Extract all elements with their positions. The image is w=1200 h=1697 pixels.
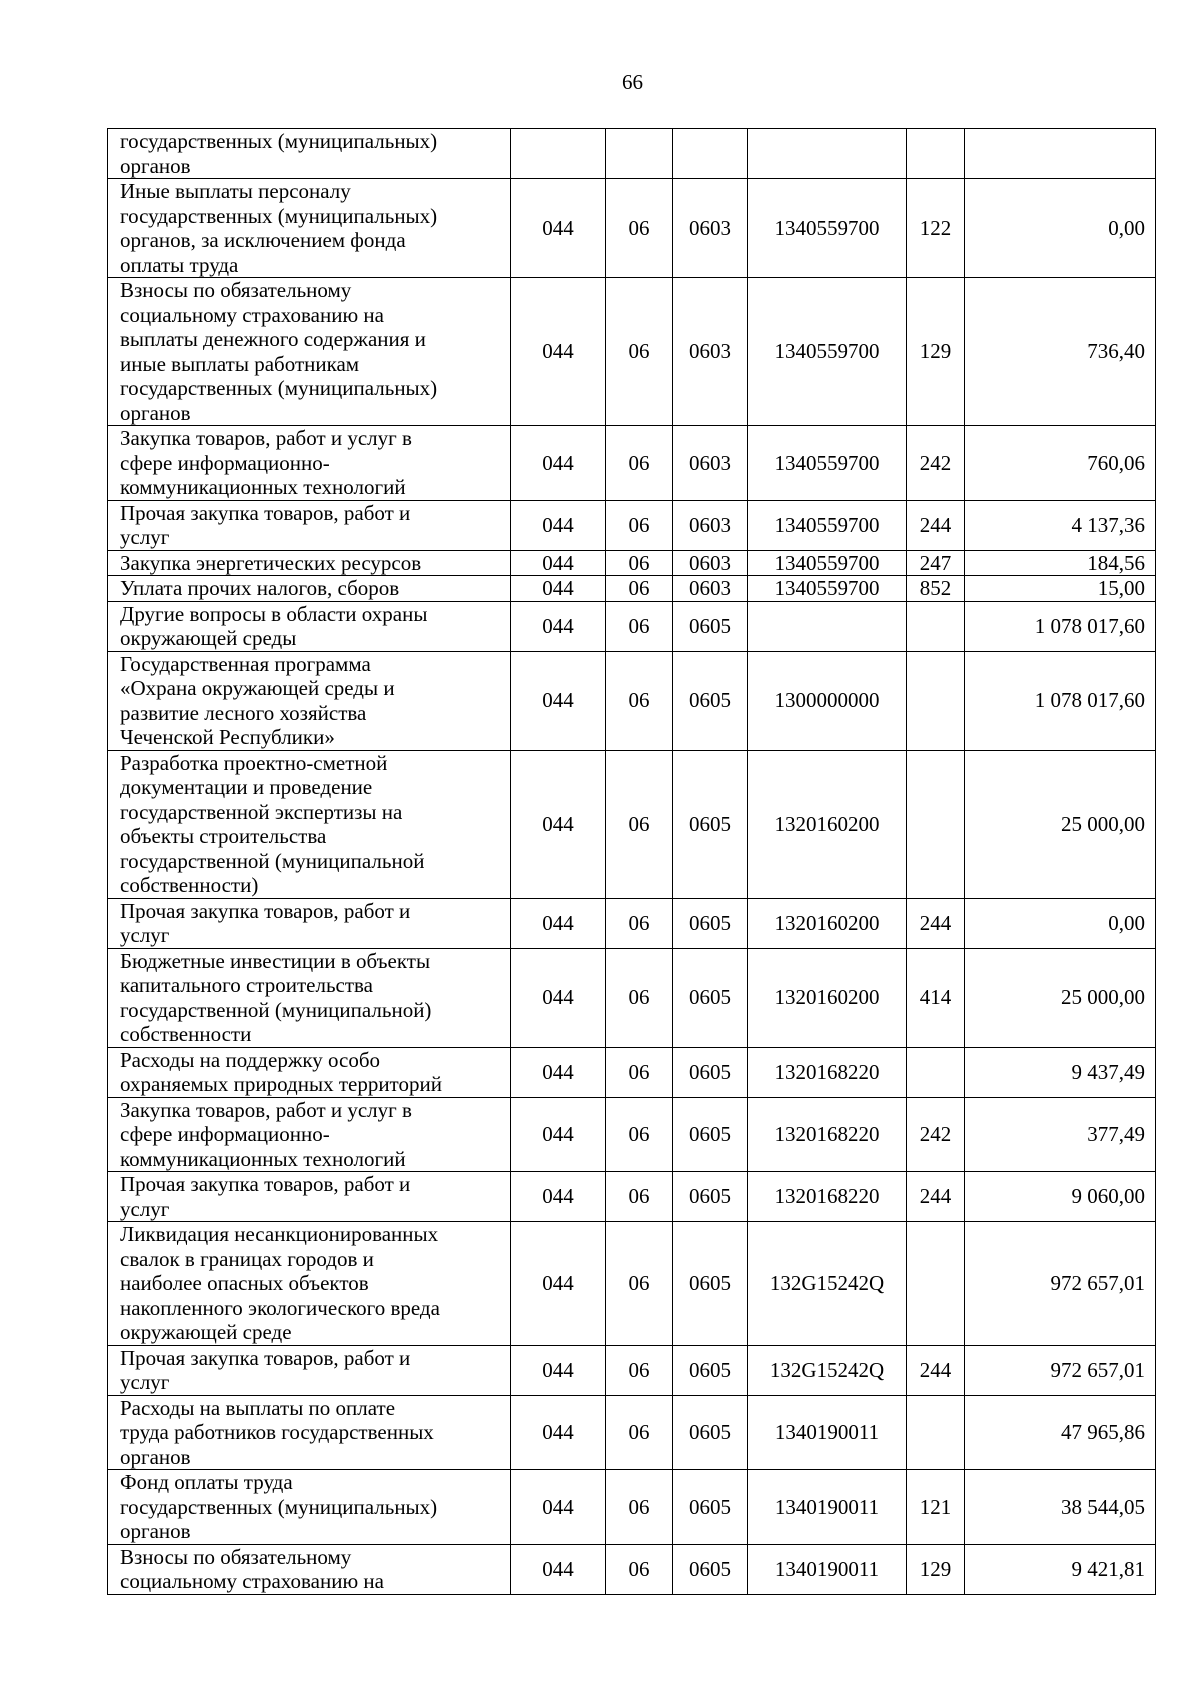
subsection-code-cell: 0605 xyxy=(673,1172,748,1222)
target-article-cell: 1340190011 xyxy=(748,1470,907,1545)
table-row xyxy=(108,500,1156,550)
ministry-code-cell xyxy=(511,129,606,179)
expense-type-cell xyxy=(907,651,965,750)
expense-name-cell: Прочая закупка товаров, работ и услуг xyxy=(108,500,511,550)
ministry-code-cell: 044 xyxy=(511,1345,606,1395)
ministry-code-cell: 044 xyxy=(511,179,606,278)
table-row xyxy=(108,129,1156,179)
ministry-code-cell: 044 xyxy=(511,500,606,550)
ministry-code-cell: 044 xyxy=(511,1395,606,1470)
expense-type-cell xyxy=(907,129,965,179)
ministry-code-cell: 044 xyxy=(511,1222,606,1346)
subsection-code-cell: 0605 xyxy=(673,1345,748,1395)
subsection-code-cell: 0605 xyxy=(673,651,748,750)
table-row xyxy=(108,1097,1156,1172)
subsection-code-cell: 0605 xyxy=(673,1047,748,1097)
table-row xyxy=(108,601,1156,651)
target-article-cell: 1340559700 xyxy=(748,576,907,602)
ministry-code-cell: 044 xyxy=(511,576,606,602)
table-row xyxy=(108,278,1156,426)
target-article-cell: 1340559700 xyxy=(748,179,907,278)
subsection-code-cell: 0603 xyxy=(673,500,748,550)
target-article-cell: 1320160200 xyxy=(748,750,907,898)
ministry-code-cell: 044 xyxy=(511,1172,606,1222)
expense-type-cell: 852 xyxy=(907,576,965,602)
table-row xyxy=(108,1544,1156,1594)
expense-type-cell xyxy=(907,1047,965,1097)
amount-cell: 0,00 xyxy=(965,179,1156,278)
target-article-cell: 1340559700 xyxy=(748,500,907,550)
subsection-code-cell: 0603 xyxy=(673,426,748,501)
table-row xyxy=(108,550,1156,576)
expense-name-cell: Иные выплаты персоналу государственных (муниципальных) органов, за исключением фонда оплаты труда xyxy=(108,179,511,278)
amount-cell: 1 078 017,60 xyxy=(965,601,1156,651)
table-row xyxy=(108,576,1156,602)
expense-name-cell: Фонд оплаты труда государственных (муниципальных) органов xyxy=(108,1470,511,1545)
section-code-cell: 06 xyxy=(606,1544,673,1594)
amount-cell xyxy=(965,129,1156,179)
amount-cell: 184,56 xyxy=(965,550,1156,576)
expense-name-cell: государственных (муниципальных) органов xyxy=(108,129,511,179)
section-code-cell: 06 xyxy=(606,576,673,602)
target-article-cell: 1320168220 xyxy=(748,1172,907,1222)
table-row xyxy=(108,1172,1156,1222)
expense-name-cell: Уплата прочих налогов, сборов xyxy=(108,576,511,602)
ministry-code-cell: 044 xyxy=(511,750,606,898)
target-article-cell: 1340190011 xyxy=(748,1395,907,1470)
expense-name-cell: Прочая закупка товаров, работ и услуг xyxy=(108,1345,511,1395)
amount-cell: 972 657,01 xyxy=(965,1222,1156,1346)
subsection-code-cell: 0605 xyxy=(673,601,748,651)
ministry-code-cell: 044 xyxy=(511,948,606,1047)
target-article-cell xyxy=(748,601,907,651)
expense-name-cell: Прочая закупка товаров, работ и услуг xyxy=(108,898,511,948)
amount-cell: 736,40 xyxy=(965,278,1156,426)
expense-name-cell: Взносы по обязательному социальному страхованию на xyxy=(108,1544,511,1594)
expense-name-cell: Другие вопросы в области охраны окружающей среды xyxy=(108,601,511,651)
ministry-code-cell: 044 xyxy=(511,278,606,426)
expense-type-cell: 244 xyxy=(907,500,965,550)
expense-type-cell: 242 xyxy=(907,426,965,501)
ministry-code-cell: 044 xyxy=(511,651,606,750)
amount-cell: 15,00 xyxy=(965,576,1156,602)
amount-cell: 9 437,49 xyxy=(965,1047,1156,1097)
target-article-cell: 1340559700 xyxy=(748,278,907,426)
table-row xyxy=(108,1222,1156,1346)
ministry-code-cell: 044 xyxy=(511,898,606,948)
amount-cell: 9 060,00 xyxy=(965,1172,1156,1222)
table-row xyxy=(108,898,1156,948)
expense-type-cell: 244 xyxy=(907,898,965,948)
section-code-cell xyxy=(606,129,673,179)
amount-cell: 47 965,86 xyxy=(965,1395,1156,1470)
expense-type-cell: 122 xyxy=(907,179,965,278)
page-number: 66 xyxy=(622,70,643,94)
subsection-code-cell: 0605 xyxy=(673,1470,748,1545)
amount-cell: 760,06 xyxy=(965,426,1156,501)
target-article-cell: 1300000000 xyxy=(748,651,907,750)
expense-type-cell xyxy=(907,1222,965,1346)
budget-table-body xyxy=(108,129,1156,1595)
target-article-cell: 1340559700 xyxy=(748,550,907,576)
expense-type-cell: 244 xyxy=(907,1345,965,1395)
target-article-cell: 1340559700 xyxy=(748,426,907,501)
subsection-code-cell: 0605 xyxy=(673,898,748,948)
section-code-cell: 06 xyxy=(606,1395,673,1470)
section-code-cell: 06 xyxy=(606,1172,673,1222)
section-code-cell: 06 xyxy=(606,179,673,278)
expense-name-cell: Ликвидация несанкционированных свалок в границах городов и наиболее опасных объектов накопленного экологического вреда окружающей среде xyxy=(108,1222,511,1346)
table-row xyxy=(108,179,1156,278)
table-row xyxy=(108,1047,1156,1097)
amount-cell: 972 657,01 xyxy=(965,1345,1156,1395)
section-code-cell: 06 xyxy=(606,1345,673,1395)
section-code-cell: 06 xyxy=(606,278,673,426)
budget-table xyxy=(107,128,1156,1595)
expense-name-cell: Взносы по обязательному социальному страхованию на выплаты денежного содержания и иные выплаты работникам государственных (муниципальных) органов xyxy=(108,278,511,426)
subsection-code-cell: 0605 xyxy=(673,1222,748,1346)
expense-name-cell: Закупка энергетических ресурсов xyxy=(108,550,511,576)
table-row xyxy=(108,1470,1156,1545)
section-code-cell: 06 xyxy=(606,948,673,1047)
expense-name-cell: Расходы на поддержку особо охраняемых природных территорий xyxy=(108,1047,511,1097)
table-row xyxy=(108,1395,1156,1470)
subsection-code-cell: 0603 xyxy=(673,576,748,602)
expense-name-cell: Прочая закупка товаров, работ и услуг xyxy=(108,1172,511,1222)
section-code-cell: 06 xyxy=(606,1047,673,1097)
expense-type-cell: 242 xyxy=(907,1097,965,1172)
expense-type-cell: 121 xyxy=(907,1470,965,1545)
expense-name-cell: Расходы на выплаты по оплате труда работников государственных органов xyxy=(108,1395,511,1470)
ministry-code-cell: 044 xyxy=(511,1544,606,1594)
amount-cell: 25 000,00 xyxy=(965,750,1156,898)
amount-cell: 38 544,05 xyxy=(965,1470,1156,1545)
amount-cell: 0,00 xyxy=(965,898,1156,948)
amount-cell: 9 421,81 xyxy=(965,1544,1156,1594)
ministry-code-cell: 044 xyxy=(511,550,606,576)
section-code-cell: 06 xyxy=(606,1470,673,1545)
ministry-code-cell: 044 xyxy=(511,1047,606,1097)
expense-type-cell xyxy=(907,1395,965,1470)
expense-name-cell: Разработка проектно-сметной документации и проведение государственной экспертизы на объекты строительства государственной (муниципальной собственности) xyxy=(108,750,511,898)
target-article-cell: 1320160200 xyxy=(748,898,907,948)
section-code-cell: 06 xyxy=(606,651,673,750)
subsection-code-cell xyxy=(673,129,748,179)
subsection-code-cell: 0605 xyxy=(673,1097,748,1172)
amount-cell: 1 078 017,60 xyxy=(965,651,1156,750)
table-row xyxy=(108,1345,1156,1395)
amount-cell: 25 000,00 xyxy=(965,948,1156,1047)
table-row xyxy=(108,651,1156,750)
expense-type-cell xyxy=(907,601,965,651)
subsection-code-cell: 0605 xyxy=(673,1395,748,1470)
expense-type-cell: 414 xyxy=(907,948,965,1047)
subsection-code-cell: 0605 xyxy=(673,948,748,1047)
ministry-code-cell: 044 xyxy=(511,1470,606,1545)
section-code-cell: 06 xyxy=(606,426,673,501)
section-code-cell: 06 xyxy=(606,1222,673,1346)
target-article-cell: 132G15242Q xyxy=(748,1345,907,1395)
subsection-code-cell: 0605 xyxy=(673,1544,748,1594)
subsection-code-cell: 0603 xyxy=(673,278,748,426)
expense-type-cell: 244 xyxy=(907,1172,965,1222)
subsection-code-cell: 0603 xyxy=(673,550,748,576)
subsection-code-cell: 0605 xyxy=(673,750,748,898)
ministry-code-cell: 044 xyxy=(511,601,606,651)
expense-type-cell xyxy=(907,750,965,898)
section-code-cell: 06 xyxy=(606,550,673,576)
expense-type-cell: 129 xyxy=(907,1544,965,1594)
expense-name-cell: Бюджетные инвестиции в объекты капитального строительства государственной (муниципальной) собственности xyxy=(108,948,511,1047)
target-article-cell: 1320168220 xyxy=(748,1097,907,1172)
section-code-cell: 06 xyxy=(606,750,673,898)
section-code-cell: 06 xyxy=(606,1097,673,1172)
ministry-code-cell: 044 xyxy=(511,426,606,501)
subsection-code-cell: 0603 xyxy=(673,179,748,278)
target-article-cell: 1320168220 xyxy=(748,1047,907,1097)
section-code-cell: 06 xyxy=(606,601,673,651)
section-code-cell: 06 xyxy=(606,500,673,550)
ministry-code-cell: 044 xyxy=(511,1097,606,1172)
expense-type-cell: 247 xyxy=(907,550,965,576)
section-code-cell: 06 xyxy=(606,898,673,948)
expense-name-cell: Закупка товаров, работ и услуг в сфере информационно- коммуникационных технологий xyxy=(108,1097,511,1172)
amount-cell: 4 137,36 xyxy=(965,500,1156,550)
expense-name-cell: Государственная программа «Охрана окружающей среды и развитие лесного хозяйства Чеченской Республики» xyxy=(108,651,511,750)
table-row xyxy=(108,750,1156,898)
target-article-cell: 1340190011 xyxy=(748,1544,907,1594)
amount-cell: 377,49 xyxy=(965,1097,1156,1172)
expense-name-cell: Закупка товаров, работ и услуг в сфере информационно- коммуникационных технологий xyxy=(108,426,511,501)
target-article-cell: 1320160200 xyxy=(748,948,907,1047)
table-row xyxy=(108,426,1156,501)
target-article-cell xyxy=(748,129,907,179)
target-article-cell: 132G15242Q xyxy=(748,1222,907,1346)
expense-type-cell: 129 xyxy=(907,278,965,426)
table-row xyxy=(108,948,1156,1047)
